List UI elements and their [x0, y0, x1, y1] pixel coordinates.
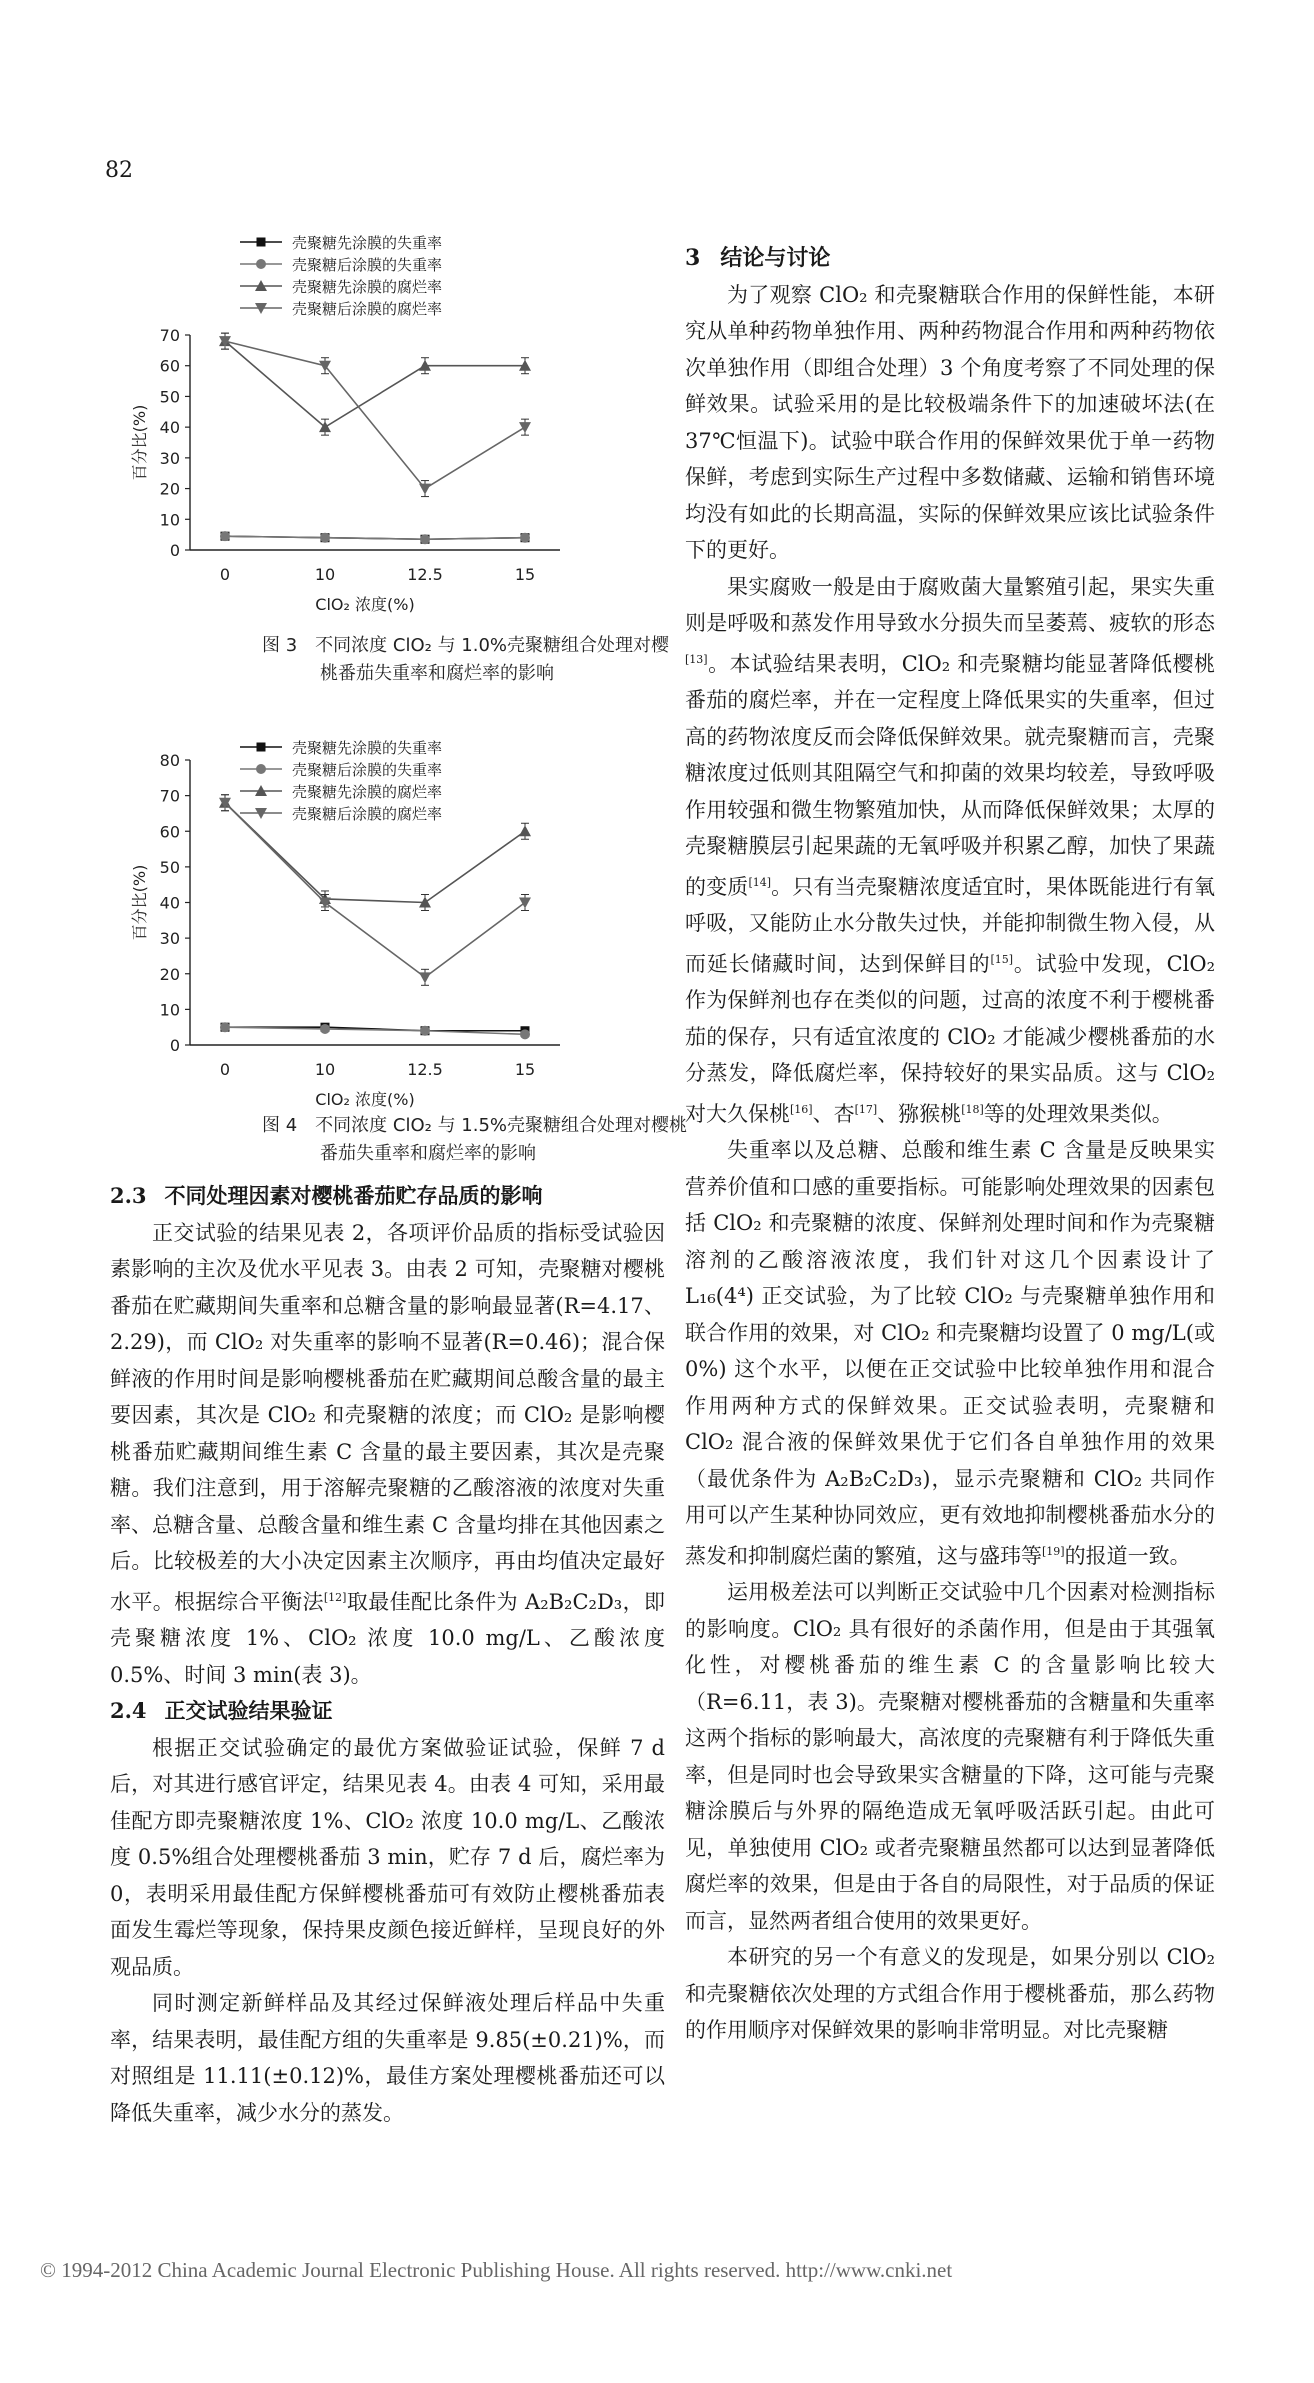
- paragraph-3-2-text-f: 、猕猴桃: [877, 1101, 962, 1126]
- y-tick-label: 50: [159, 857, 180, 877]
- page-number: 82: [105, 158, 133, 183]
- y-tick-label: 60: [159, 822, 180, 842]
- paragraph-2-4-a: 根据正交试验确定的最优方案做验证试验，保鲜 7 d 后，对其进行感官评定，结果见表 4。由表 4 可知，采用最佳配方即壳聚糖浓度 1%、ClO₂ 浓度 10.0 mg/L、乙酸浓度 0.5%组合处理樱桃番茄 3 min，贮存 7 d 后，腐烂率为 0，表明采用最佳配方保鲜樱桃番茄可有效防止樱桃番茄表面发生霉烂等现象，保持果皮颜色接近鲜样，呈现良好的外观品质。: [110, 1735, 665, 1979]
- figure-3-caption-line2: 桃番茄失重率和腐烂率的影响: [320, 663, 554, 684]
- figure-4-caption-line2: 番茄失重率和腐烂率的影响: [320, 1143, 536, 1164]
- legend-marker: [257, 238, 266, 247]
- y-tick-label: 30: [159, 929, 180, 949]
- y-tick-label: 70: [159, 326, 180, 345]
- data-point: [520, 1029, 530, 1039]
- y-axis-label: 百分比(%): [130, 404, 149, 481]
- y-tick-label: 80: [159, 751, 180, 770]
- x-tick-label: 12.5: [407, 1060, 443, 1079]
- data-point: [519, 898, 531, 909]
- paragraph-3-3-text: 失重率以及总糖、总酸和维生素 C 含量是反映果实营养价值和口感的重要指标。可能影响处理效果的因素包括 ClO₂ 和壳聚糖的浓度、保鲜剂处理时间和作为壳聚糖溶剂的乙酸溶液浓度，我们针对这几个因素设计了 L₁₆(4⁴) 正交试验，为了比较 ClO₂ 与壳聚糖单独作用和联合作用的效果，对 ClO₂ 和壳聚糖均设置了 0 mg/L(或 0%) 这个水平，以便在正交试验中比较单独作用和混合作用两种方式的保鲜效果。正交试验表明，壳聚糖和 ClO₂ 混合液的保鲜效果优于它们各自单独作用的效果（最优条件为 A₂B₂C₂D₃)，显示壳聚糖和 ClO₂ 共同作用可以产生某种协同效应，更有效地抑制樱桃番茄水分的蒸发和抑制腐烂菌的繁殖，这与盛玮等: [685, 1138, 1215, 1568]
- legend-label: 壳聚糖先涂膜的腐烂率: [292, 783, 443, 801]
- paragraph-3-3: [685, 1132, 1215, 1574]
- legend-marker: [256, 764, 266, 774]
- y-tick-label: 50: [159, 387, 180, 407]
- paragraph-2-3-tail: 取最佳配比条件为 A₂B₂C₂D₃，即壳聚糖浓度 1%、ClO₂ 浓度 10.0 mg/L、乙酸浓度 0.5%、时间 3 min(表 3)。: [110, 1589, 665, 1687]
- y-tick-label: 30: [159, 448, 180, 468]
- y-tick-label: 70: [159, 786, 180, 806]
- data-point: [520, 533, 530, 543]
- y-tick-label: 40: [159, 418, 180, 438]
- paragraph-2-4-b: 同时测定新鲜样品及其经过保鲜液处理后样品中失重率，结果表明，最佳配方组的失重率是 9.85(±0.21)%，而对照组是 11.11(±0.12)%，最佳方案处理樱桃番茄还可以降低失重率，减少水分的蒸发。: [110, 1991, 665, 2125]
- citation: [18]: [961, 1102, 984, 1116]
- x-tick-label: 10: [314, 1060, 336, 1079]
- figure-3-caption: [262, 632, 669, 688]
- x-tick-label: 15: [514, 1060, 536, 1079]
- citation: [12]: [323, 1590, 347, 1604]
- citation: [14]: [748, 875, 772, 889]
- y-tick-label: 40: [159, 893, 180, 913]
- paragraph-2-3: [110, 1215, 665, 1694]
- legend-label: 壳聚糖后涂膜的失重率: [292, 256, 443, 274]
- figure-3-chart: [110, 230, 570, 624]
- series-line: [225, 341, 525, 427]
- section-2-4-heading: [110, 1693, 665, 1730]
- data-point: [420, 1026, 430, 1036]
- paragraph-3-1: 为了观察 ClO₂ 和壳聚糖联合作用的保鲜性能，本研究从单种药物单独作用、两种药物混合作用和两种药物依次单独作用（即组合处理）3 个角度考察了不同处理的保鲜效果。试验采用的是比较极端条件下的加速破坏法(在 37℃恒温下)。试验中联合作用的保鲜效果优于单一药物保鲜，考虑到实际生产过程中多数储藏、运输和销售环境均没有如此的长期高温，实际的保鲜效果应该比试验条件下的更好。: [685, 282, 1215, 562]
- data-point: [419, 484, 431, 495]
- citation: [13]: [685, 652, 708, 666]
- y-tick-label: 20: [159, 479, 180, 499]
- figure-4-chart: [110, 735, 570, 1119]
- citation: [17]: [854, 1102, 878, 1116]
- x-tick-label: 15: [514, 565, 536, 584]
- right-column: [685, 240, 1215, 2049]
- data-point: [419, 972, 431, 983]
- paragraph-3-2-text-g: 等的处理效果类似。: [983, 1101, 1173, 1126]
- x-axis-label: ClO₂ 浓度(%): [315, 595, 415, 614]
- y-tick-label: 60: [159, 356, 180, 376]
- y-tick-label: 0: [169, 1036, 180, 1055]
- y-axis-label: 百分比(%): [130, 864, 149, 941]
- paragraph-3-2-text-e: 、杏: [812, 1101, 855, 1126]
- data-point: [320, 1024, 330, 1034]
- data-point: [519, 825, 531, 836]
- paragraph-2-3-text: 正交试验的结果见表 2，各项评价品质的指标受试验因素影响的主次及优水平见表 3。由表 2 可知，壳聚糖对樱桃番茄在贮藏期间失重率和总糖含量的影响最显著(R=4.17、2.29)，而 ClO₂ 对失重率的影响不显著(R=0.46)；混合保鲜液的作用时间是影响樱桃番茄在贮藏期间总酸含量的最主要因素，其次是 ClO₂ 和壳聚糖的浓度；而 ClO₂ 是影响樱桃番茄贮藏期间维生素 C 含量的最主要因素，其次是壳聚糖。我们注意到，用于溶解壳聚糖的乙酸溶液的浓度对失重率、总糖含量、总酸含量和维生素 C 含量均排在其他因素之后。比较极差的大小决定因素主次顺序，再由均值决定最好水平。根据综合平衡法: [110, 1220, 665, 1614]
- y-tick-label: 0: [169, 541, 180, 560]
- section-2-3-title: 不同处理因素对樱桃番茄贮存品质的影响: [164, 1183, 543, 1208]
- paragraph-3-4: 运用极差法可以判断正交试验中几个因素对检测指标的影响度。ClO₂ 具有很好的杀菌作用，但是由于其强氧化性，对樱桃番茄的维生素 C 的含量影响比较大（R=6.11，表 3)。壳聚糖对樱桃番茄的含糖量和失重率这两个指标的影响最大，高浓度的壳聚糖有利于降低失重率，但是同时也会导致果实含糖量的下降，这可能与壳聚糖涂膜后与外界的隔绝造成无氧呼吸活跃引起。由此可见，单独使用 ClO₂ 或者壳聚糖虽然都可以达到显著降低腐烂率的效果，但是由于各自的局限性，对于品质的保证而言，显然两者组合使用的效果更好。: [685, 1580, 1215, 1933]
- figure-4-svg: [110, 735, 570, 1115]
- paragraph-3-2-text-b: 。本试验结果表明，ClO₂ 和壳聚糖均能显著降低樱桃番茄的腐烂率，并在一定程度上降低果实的失重率，但过高的药物浓度反而会降低保鲜效果。就壳聚糖而言，壳聚糖浓度过低则其阻隔空气和抑菌的效果均较差，导致呼吸作用较强和微生物繁殖加快，从而降低保鲜效果；太厚的壳聚糖膜层引起果蔬的无氧呼吸并积累乙醇，加快了果蔬的变质: [685, 651, 1215, 899]
- section-3-number: 3: [685, 245, 701, 271]
- x-tick-label: 12.5: [407, 565, 443, 584]
- x-axis-label: ClO₂ 浓度(%): [315, 1090, 415, 1109]
- legend-label: 壳聚糖先涂膜的腐烂率: [292, 278, 443, 296]
- y-tick-label: 10: [159, 1000, 180, 1020]
- data-point: [220, 531, 230, 541]
- data-point: [220, 1022, 230, 1032]
- copyright-footer: © 1994-2012 China Academic Journal Electronic Publishing House. All rights reserved. http://www.cnki.net: [40, 2258, 953, 2282]
- figure-3-caption-line1: 图 3 不同浓度 ClO₂ 与 1.0%壳聚糖组合处理对樱: [262, 635, 670, 656]
- legend-marker: [257, 743, 266, 752]
- x-tick-label: 0: [219, 1060, 231, 1079]
- x-tick-label: 0: [219, 565, 231, 584]
- figure-3-svg: [110, 230, 570, 620]
- x-tick-label: 10: [314, 565, 336, 584]
- paragraph-3-2: [685, 569, 1215, 1133]
- figure-4-caption-line1: 图 4 不同浓度 ClO₂ 与 1.5%壳聚糖组合处理对樱桃: [262, 1115, 688, 1136]
- data-point: [420, 534, 430, 544]
- section-2-3-number: 2.3: [110, 1183, 147, 1208]
- legend-label: 壳聚糖后涂膜的失重率: [292, 761, 443, 779]
- figure-4-caption: [262, 1112, 687, 1168]
- data-point: [519, 422, 531, 433]
- series-line: [225, 341, 525, 488]
- y-tick-label: 10: [159, 510, 180, 530]
- paragraph-3-2-text-a: 果实腐败一般是由于腐败菌大量繁殖引起，果实失重则是呼吸和蒸发作用导致水分损失而呈萎蔫、疲软的形态: [685, 574, 1215, 635]
- paragraph-3-3-tail: 的报道一致。: [1064, 1543, 1191, 1568]
- section-3-title: 结论与讨论: [720, 245, 831, 271]
- section-3-heading: [685, 240, 1215, 277]
- legend-label: 壳聚糖先涂膜的失重率: [292, 234, 443, 252]
- legend-label: 壳聚糖先涂膜的失重率: [292, 739, 443, 757]
- citation: [19]: [1042, 1544, 1065, 1558]
- legend-label: 壳聚糖后涂膜的腐烂率: [292, 300, 443, 318]
- data-point: [320, 533, 330, 543]
- legend-marker: [256, 259, 266, 269]
- series-line: [225, 803, 525, 978]
- paragraph-3-5: 本研究的另一个有意义的发现是，如果分别以 ClO₂ 和壳聚糖依次处理的方式组合作用于樱桃番茄，那么药物的作用顺序对保鲜效果的影响非常明显。对比壳聚糖: [685, 1945, 1215, 2042]
- series-line: [225, 536, 525, 539]
- citation: [16]: [790, 1102, 813, 1116]
- paragraph-3-2-text-d: 。试验中发现，ClO₂ 作为保鲜剂也存在类似的问题，过高的浓度不利于樱桃番茄的保存，只有适宜浓度的 ClO₂ 才能减少樱桃番茄的水分蒸发，降低腐烂率，保持较好的果实品质。这与 ClO₂ 对大久保桃: [685, 951, 1216, 1126]
- citation: [15]: [990, 952, 1014, 966]
- section-2-4-number: 2.4: [110, 1698, 147, 1723]
- paragraph-3-2-text-c: 。只有当壳聚糖浓度适宜时，果体既能进行有氧呼吸，又能防止水分散失过快，并能抑制微生物入侵，从而延长储藏时间，达到保鲜目的: [685, 874, 1216, 976]
- y-tick-label: 20: [159, 964, 180, 984]
- section-2-4-title: 正交试验结果验证: [164, 1698, 333, 1723]
- left-column: [110, 1178, 665, 2131]
- section-2-3-heading: [110, 1178, 665, 1215]
- legend-label: 壳聚糖后涂膜的腐烂率: [292, 805, 443, 823]
